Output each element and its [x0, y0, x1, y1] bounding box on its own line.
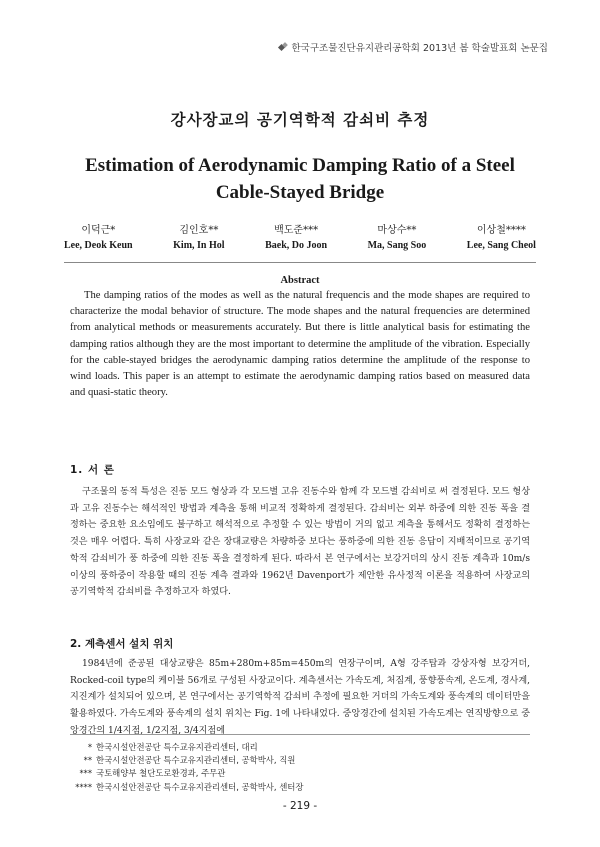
footnote-mark: **** — [75, 781, 92, 792]
author-name-ko: 백도준*** — [274, 225, 319, 236]
footnote-mark: ** — [83, 755, 92, 766]
author-name-en: Baek, Do Joon — [265, 240, 328, 251]
footnote-text: 한국시설안전공단 특수교유지관리센터, 공학박사, 직원 — [96, 755, 296, 766]
title-divider — [64, 262, 536, 263]
footnote — [70, 754, 530, 767]
author-4 — [368, 224, 427, 253]
author-name-ko: 이덕근* — [81, 225, 116, 236]
abstract-text: The damping ratios of the modes as well as the natural frequencis and the mode shapes are required to characterize the modal behavior of structure. The mode shapes and the natural frequencies are determined from analytical methods or measurements accurately. But there is little analytical basis for estimating the damping ratios although they are the most important to determine the amplitude of the vibration. Especially for the cable-stayed bridges the aerodynamic damping ratios determine the amplitude of the response to wind loads. This paper is an attempt to estimate the aerodynamic damping ratios based on measured data and quasi-static theory. — [70, 290, 530, 399]
page-number: - 219 - — [282, 800, 318, 812]
footnote-text: 국토해양부 철단도로환경과, 주무관 — [96, 768, 226, 779]
author-name-en: Lee, Sang Cheol — [466, 240, 536, 251]
footnote-text: 한국시설안전공단 특수교유지관리센터, 대리 — [96, 742, 258, 752]
abstract-heading: Abstract — [280, 275, 320, 286]
author-name-en: Kim, In Hol — [173, 240, 225, 251]
footnote — [70, 767, 530, 780]
title-korean: 강사장교의 공기역학적 감쇠비 추정 — [170, 110, 430, 129]
section-body-introduction: 구조물의 동적 특성은 진동 모드 형상과 각 모드별 고유 진동수와 함께 각 모드별 감쇠비로 써 결정된다. 모드 형상과 고유 진동수는 해석적인 방법과 계측을 통해 비교적 정확하게 결정된다. 감쇠비는 외부 하중에 의한 진동 폭을 결정하는 중요한 요소임에도 불구하고 해석적으로 추정할 수 있는 방법이 거의 없고 계측을 통해서도 정확히 결정하는 것은 매우 어렵다. 특히 사장교와 같은 장대교량은 차량하중 보다는 풍하중에 의한 진동 응답이 지배적이므로 공기역학적 감쇠비가 풍 하중에 의한 진동 폭을 결정하게 된다. 따라서 본 연구에서는 보강거더의 상시 진동 계측과 10m/s 이상의 풍하중이 작용할 때의 진동 계측 결과와 1962년 Davenport가 제안한 유사정적 이론을 적용하여 사장교의 공기역학적 감쇠비를 추정하고자 하였다. — [70, 487, 530, 598]
author-5 — [467, 224, 536, 253]
title-english: Estimation of Aerodynamic Damping Ratio of a Steel Cable-Stayed Bridge — [85, 155, 515, 203]
section-heading-sensor-location: 2. 계측센서 설치 위치 — [70, 638, 174, 650]
section-body-sensor-location: 1984년에 준공된 대상교량은 85m+280m+85m=450m의 연장구이며, A형 강주탑과 강상자형 보강거더, Rocked-coil type의 케이블 56개로 구성된 사장교이다. 계측센서는 가속도계, 처짐계, 풍향풍속계, 온도계, 경사계, 지진계가 설치되어 있으며, 본 연구에서는 공기역학적 감쇠비 추정에 필요한 거더의 가속도계와 풍속계의 데이터만을 활용하였다. 가속도계와 풍속계의 설치 위치는 Fig. 1에 나타내었다. 중앙경간에 설치된 가속도계는 연직방향으로 중앙경간의 1/4지점, 1/2지점, 3/4지점에 — [70, 659, 530, 736]
footnote — [70, 781, 530, 794]
footnote-divider — [70, 734, 530, 735]
author-name-ko: 마상수** — [377, 225, 417, 236]
author-list — [64, 224, 536, 253]
footnote — [70, 741, 530, 754]
author-2 — [173, 224, 224, 253]
author-name-en: Lee, Deok Keun — [64, 240, 133, 251]
author-3 — [265, 224, 327, 253]
author-name-en: Ma, Sang Soo — [367, 240, 427, 251]
society-logo-icon — [279, 43, 288, 52]
section-heading-introduction: 1. 서 론 — [70, 464, 115, 476]
footnote-mark: * — [87, 742, 92, 752]
author-name-ko: 이상철**** — [476, 225, 526, 236]
footnotes — [70, 741, 530, 794]
author-1 — [64, 224, 133, 253]
running-header-text: 한국구조물진단유지관리공학회 2013년 봄 학술발표회 논문집 — [291, 43, 548, 54]
running-header — [279, 40, 548, 54]
footnote-text: 한국시설안전공단 특수교유지관리센터, 공학박사, 센터장 — [96, 781, 304, 792]
author-name-ko: 김인호** — [179, 225, 219, 236]
footnote-mark: *** — [79, 768, 92, 779]
